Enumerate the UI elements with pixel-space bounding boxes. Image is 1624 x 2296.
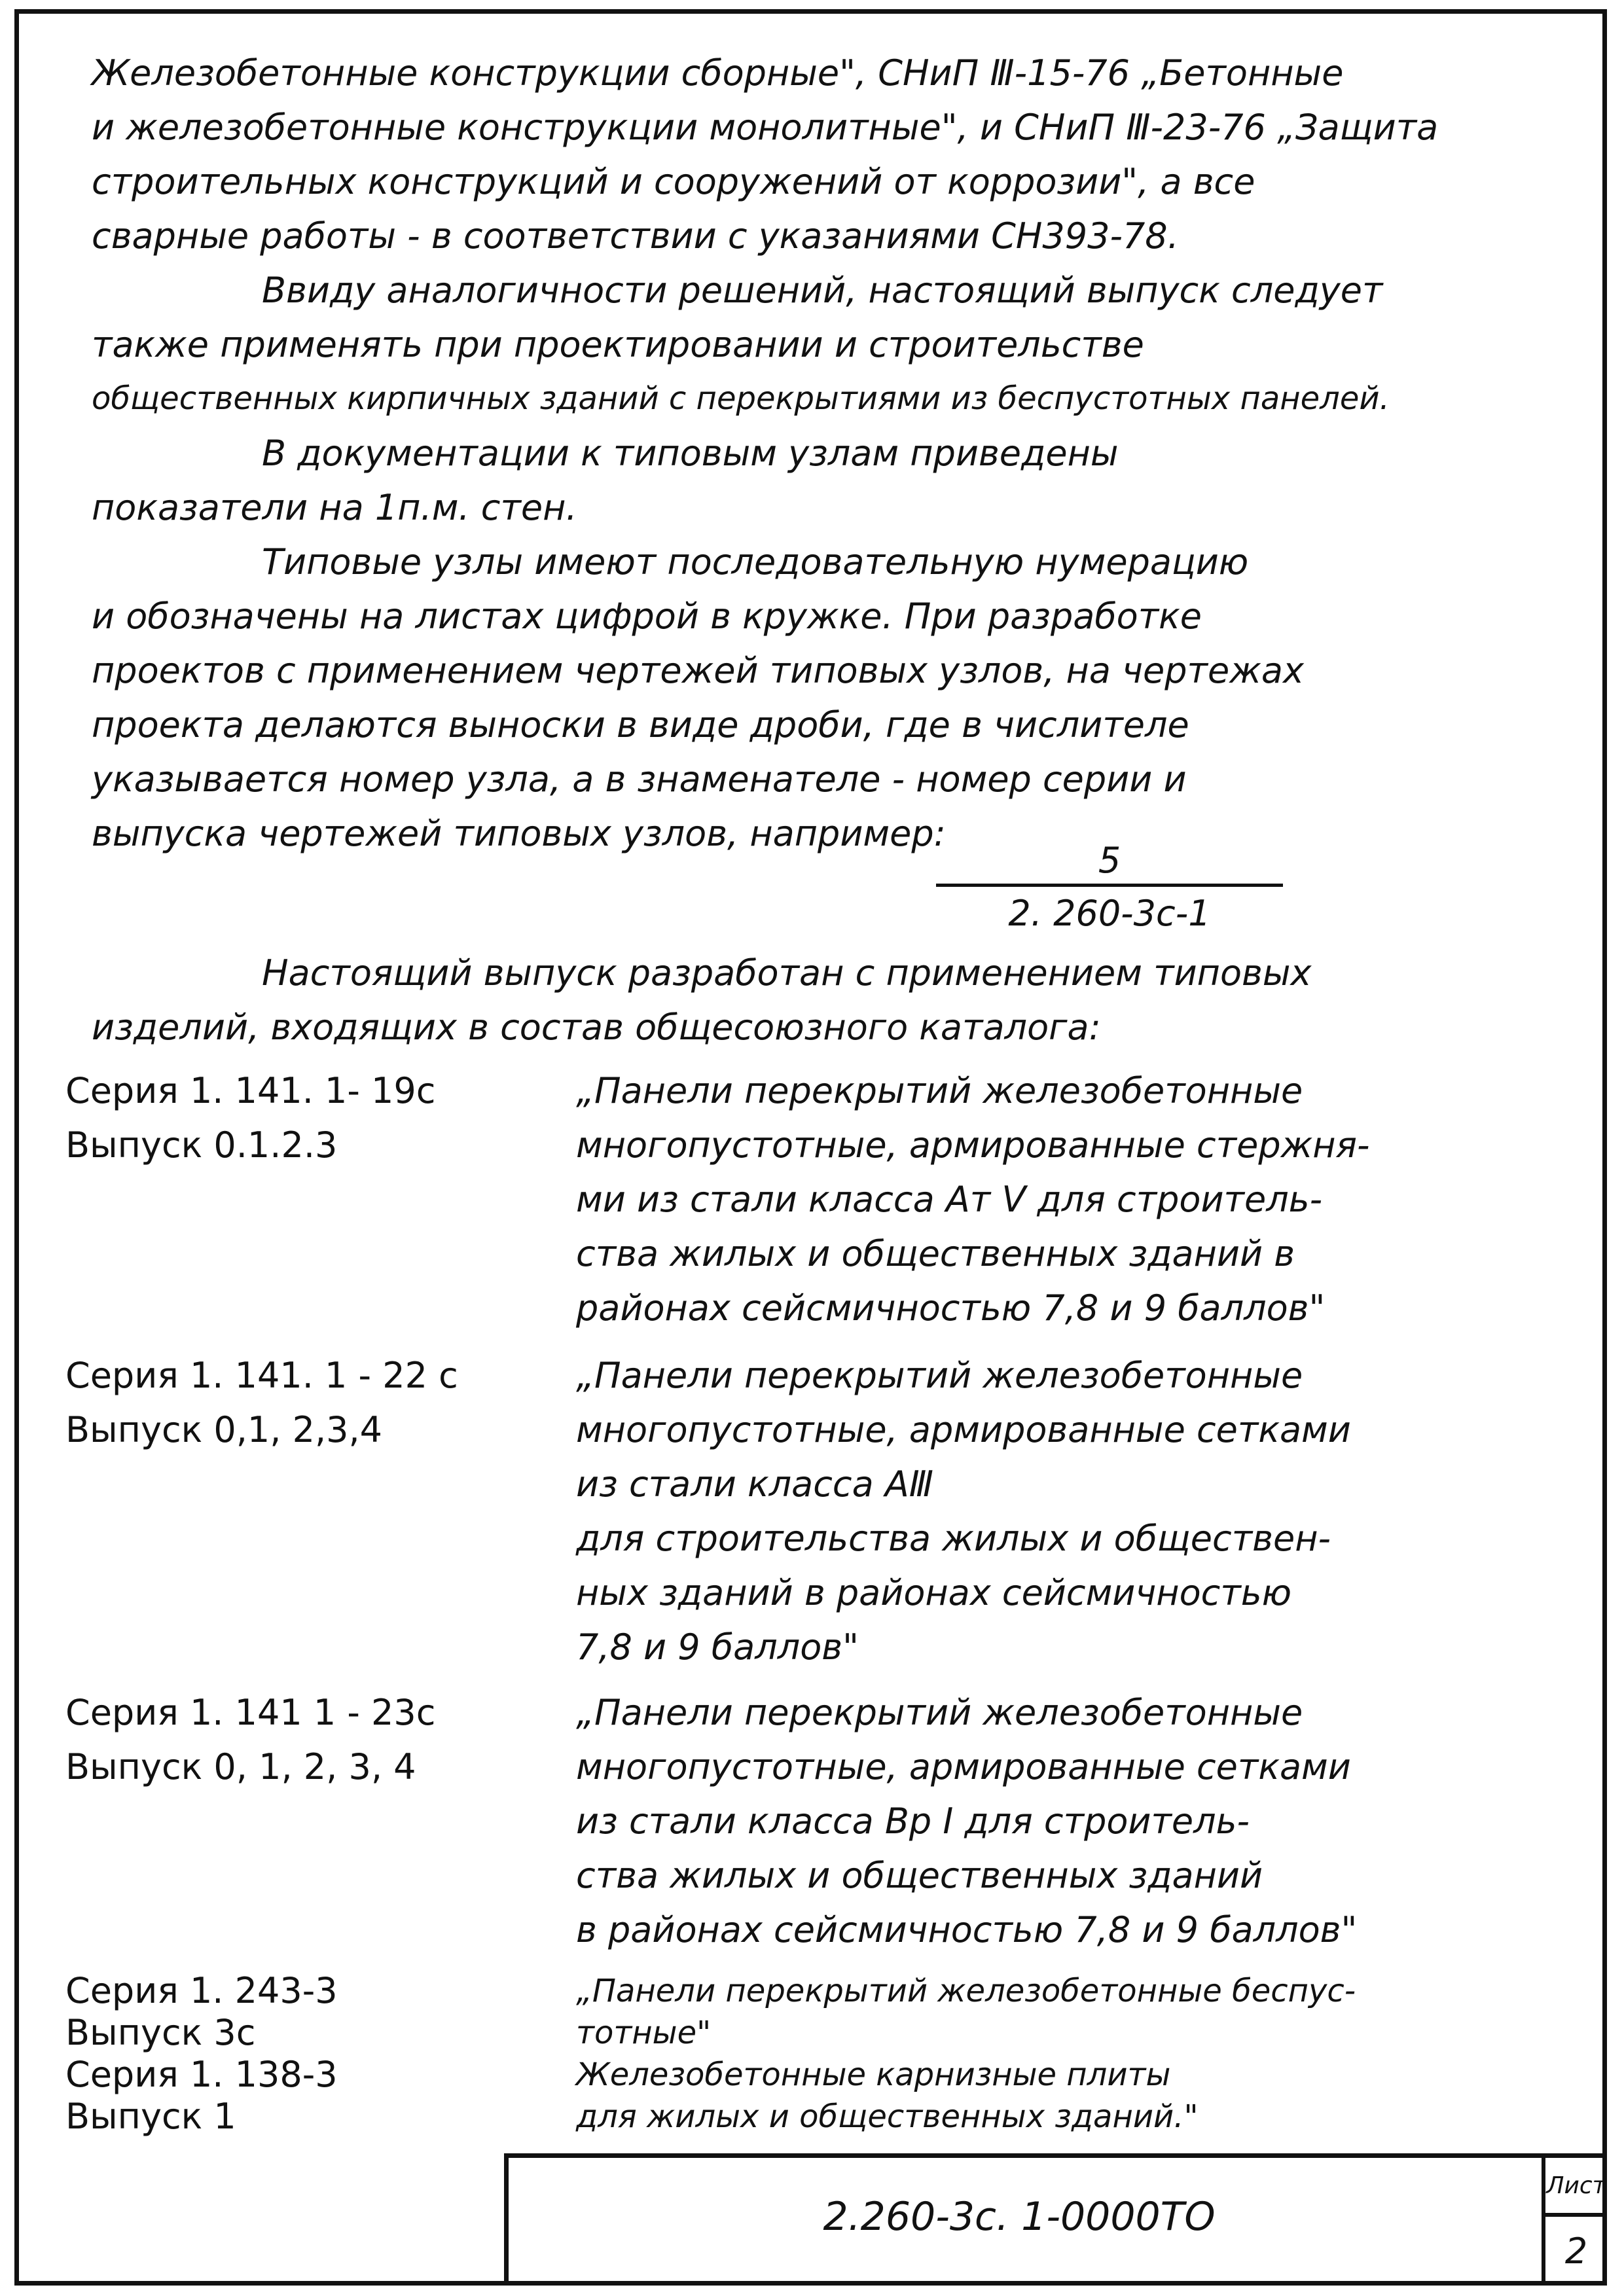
paragraph-norms [92, 46, 1558, 263]
fraction-bar [936, 884, 1283, 887]
sheet-number: 2 [1542, 2217, 1607, 2286]
issue-line: Выпуск 0, 1, 2, 3, 4 [65, 1746, 416, 1787]
text-line: проекта делаются выноски в виде дроби, где в числителе [92, 704, 1189, 745]
text-line: указывается номер узла, а в знаменателе - номер серии и [92, 759, 1187, 800]
text-line: Настоящий выпуск разработан с применением типовых [262, 952, 1312, 994]
desc-line: из стали класса AⅢ [576, 1463, 934, 1505]
text-line: выпуска чертежей типовых узлов, например: [92, 813, 946, 854]
series-line: Серия 1. 141. 1 - 22 с [65, 1355, 458, 1396]
document-body [92, 46, 1558, 861]
desc-line: „Панели перекрытий железобетонные [576, 1692, 1303, 1733]
desc-line: ми из стали класса Aт V для строитель- [576, 1179, 1323, 1220]
desc-line: „Панели перекрытий железобетонные беспус- [576, 1973, 1356, 2009]
text-line: проектов с применением чертежей типовых узлов, на чертежах [92, 650, 1304, 691]
paragraph-analogy [92, 263, 1558, 426]
text-line: изделий, входящих в состав общесоюзного каталога: [92, 1007, 1101, 1048]
text-line: и железобетонные конструкции монолитные", и СНиП Ⅲ-23-76 „Защита [92, 107, 1439, 148]
paragraph-numbering [92, 535, 1558, 861]
series-description [576, 1064, 1578, 1335]
issue-line: Выпуск 3с [65, 2012, 256, 2053]
text-line: строительных конструкций и сооружений от коррозии", а все [92, 161, 1255, 202]
paragraph-catalog [92, 946, 1558, 1054]
desc-line: для строительства жилых и обществен- [576, 1518, 1331, 1559]
desc-line: ных зданий в районах сейсмичностью [576, 1572, 1292, 1613]
series-line: Серия 1. 138-3 [65, 2054, 338, 2095]
desc-line: „Панели перекрытий железобетонные [576, 1070, 1303, 1111]
desc-line: многопустотные, армированные сетками [576, 1746, 1351, 1787]
text-line: общественных кирпичных зданий с перекрытиями из беспустотных панелей. [92, 380, 1390, 417]
desc-line: многопустотные, армированные сетками [576, 1409, 1351, 1450]
desc-line: из стали класса Вр I для строитель- [576, 1801, 1250, 1842]
example-fraction [936, 838, 1283, 937]
series-description [576, 1685, 1578, 1957]
fraction-numerator: 5 [1098, 840, 1121, 881]
text-line: также применять при проектировании и строительстве [92, 324, 1144, 365]
series-info [65, 1064, 524, 1172]
issue-line: Выпуск 1 [65, 2096, 236, 2137]
series-info [65, 1970, 524, 2138]
text-line: показатели на 1п.м. стен. [92, 487, 577, 528]
text-line: Железобетонные конструкции сборные", СНиП Ⅲ-15-76 „Бетонные [92, 52, 1344, 94]
series-info [65, 1685, 524, 1794]
desc-line: „Панели перекрытий железобетонные [576, 1355, 1303, 1396]
text-line: В документации к типовым узлам приведены [262, 433, 1119, 474]
fraction-denominator: 2. 260-3с-1 [1008, 893, 1211, 934]
series-line: Серия 1. 243-3 [65, 1970, 338, 2011]
paragraph-documentation [92, 426, 1558, 535]
catalog-intro [92, 946, 1558, 1054]
desc-line: тотные" [576, 2015, 712, 2051]
document-code: 2.260-3с. 1-0000ТО [823, 2194, 1216, 2240]
series-description [576, 1970, 1578, 2138]
desc-line: Железобетонные карнизные плиты [576, 2056, 1171, 2093]
text-line: Ввиду аналогичности решений, настоящий выпуск следует [262, 270, 1383, 311]
text-line: Типовые узлы имеют последовательную нумерацию [262, 541, 1249, 583]
sheet-label: Лист [1542, 2158, 1607, 2217]
desc-line: 7,8 и 9 баллов" [576, 1626, 859, 1668]
desc-line: в районах сейсмичностью 7,8 и 9 баллов" [576, 1909, 1358, 1950]
issue-line: Выпуск 0.1.2.3 [65, 1124, 338, 1166]
title-block [504, 2153, 1607, 2286]
series-line: Серия 1. 141. 1- 19с [65, 1070, 436, 1111]
desc-line: многопустотные, армированные стержня- [576, 1124, 1370, 1166]
issue-line: Выпуск 0,1, 2,3,4 [65, 1409, 383, 1450]
series-description [576, 1348, 1578, 1674]
series-info [65, 1348, 524, 1457]
desc-line: для жилых и общественных зданий." [576, 2098, 1199, 2135]
desc-line: районах сейсмичностью 7,8 и 9 баллов" [576, 1287, 1326, 1329]
desc-line: ства жилых и общественных зданий [576, 1855, 1263, 1896]
text-line: сварные работы - в соответствии с указаниями СН393-78. [92, 215, 1179, 257]
series-line: Серия 1. 141 1 - 23с [65, 1692, 436, 1733]
text-line: и обозначены на листах цифрой в кружке. При разработке [92, 596, 1202, 637]
desc-line: ства жилых и общественных зданий в [576, 1233, 1295, 1274]
